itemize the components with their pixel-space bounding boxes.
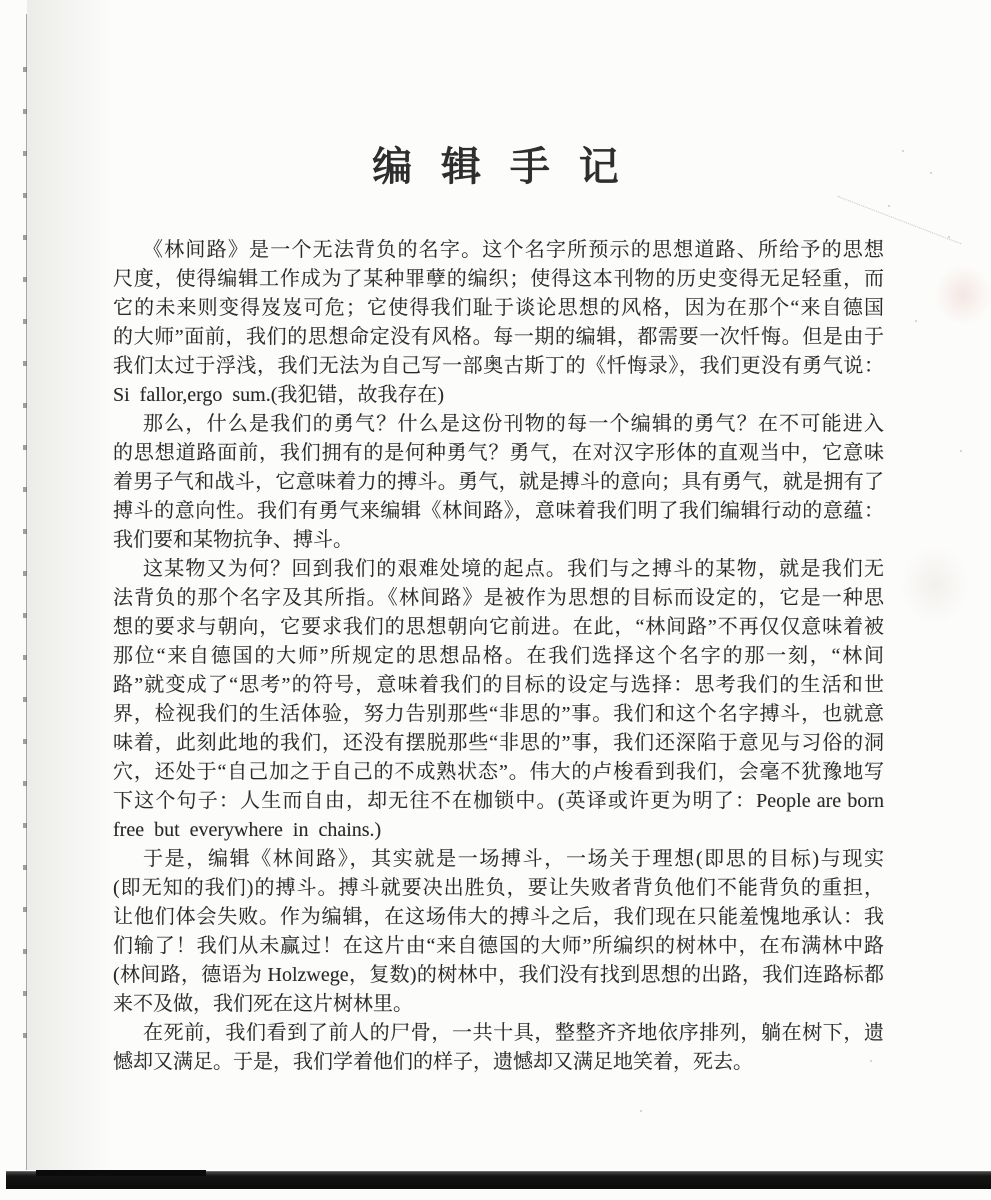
scan-speckle [888, 205, 890, 207]
text-line: 搏斗的意向性。我们有勇气来编辑《林间路》，意味着我们明了我们编辑行动的意蕴： [113, 500, 884, 522]
text-line: 在死前，我们看到了前人的尸骨，一共十具，整整齐齐地依序排列，躺在树下，遗 [143, 1022, 884, 1044]
scan-speckle [870, 1060, 872, 1062]
text-line: 那位“来自德国的大师”所规定的思想品格。在我们选择这个名字的那一刻，“林间 [113, 645, 884, 667]
text-line: Si fallor,ergo sum.(我犯错，故我存在) [113, 384, 445, 406]
text-line: 来不及做，我们死在这片树林里。 [113, 993, 413, 1015]
text-line: 界，检视我们的生活体验，努力告别那些“非思的”事。我们和这个名字搏斗，也就意 [113, 703, 884, 725]
scan-black-bar [6, 1171, 991, 1189]
text-line: 着男子气和战斗，它意味着力的搏斗。勇气，就是搏斗的意向；具有勇气，就是拥有了 [113, 471, 884, 493]
scan-speckle [948, 236, 950, 238]
scan-speckle [915, 320, 917, 322]
paragraph [113, 845, 884, 1019]
paragraph [113, 555, 884, 845]
text-line: 路”就变成了“思考”的符号，意味着我们的目标的设定与选择：思考我们的生活和世 [113, 674, 884, 696]
scan-speckle [640, 1110, 642, 1112]
scan-smudge-mark [935, 265, 991, 325]
paragraph [113, 1019, 884, 1077]
text-line: 那么，什么是我们的勇气？什么是这份刊物的每一个编辑的勇气？在不可能进入 [143, 413, 884, 435]
scan-speckle [902, 150, 904, 152]
scan-smudge-mark [900, 545, 970, 625]
scan-speckle [930, 172, 932, 174]
text-line: free but everywhere in chains.) [113, 819, 382, 841]
text-line: 法背负的那个名字及其所指。《林间路》是被作为思想的目标而设定的，它是一种思 [113, 587, 884, 609]
scan-black-bar-blob [36, 1170, 206, 1176]
text-line: 想的要求与朝向，它要求我们的思想朝向它前进。在此，“林间路”不再仅仅意味着被 [113, 616, 884, 638]
text-line: 它的未来则变得岌岌可危；它使得我们耻于谈论思想的风格，因为在那个“来自德国 [113, 297, 884, 319]
text-line: 的思想道路面前，我们拥有的是何种勇气？勇气，在对汉字形体的直观当中，它意味 [113, 442, 884, 464]
text-line: 味着，此刻此地的我们，还没有摆脱那些“非思的”事，我们还深陷于意见与习俗的洞 [113, 732, 884, 754]
text-line: (即无知的我们)的搏斗。搏斗就要决出胜负，要让失败者背负他们不能背负的重担， [113, 877, 884, 899]
paragraph [113, 410, 884, 555]
text-line: 我们要和某物抗争、搏斗。 [113, 529, 353, 551]
text-line: 《林间路》是一个无法背负的名字。这个名字所预示的思想道路、所给予的思想 [143, 239, 884, 261]
text-line: 尺度，使得编辑工作成为了某种罪孽的编织；使得这本刊物的历史变得无足轻重，而 [113, 268, 884, 290]
text-line: 下这个句子：人生而自由，却无往不在枷锁中。(英译或许更为明了：People are born [113, 790, 884, 812]
text-line: 让他们体会失败。作为编辑，在这场伟大的搏斗之后，我们现在只能羞愧地承认：我 [113, 906, 884, 928]
text-line: 憾却又满足。于是，我们学着他们的样子，遗憾却又满足地笑着，死去。 [113, 1051, 753, 1073]
body-text [113, 236, 884, 1077]
text-line: 我们太过于浮浅，我们无法为自己写一部奥古斯丁的《忏悔录》，我们更没有勇气说： [113, 355, 884, 377]
text-line: 的大师”面前，我们的思想命定没有风格。每一期的编辑，都需要一次忏悔。但是由于 [113, 326, 884, 348]
text-line: 于是，编辑《林间路》，其实就是一场搏斗，一场关于理想(即思的目标)与现实 [143, 848, 884, 870]
scan-speckle [960, 450, 962, 452]
text-line: (林间路，德语为 Holzwege，复数)的树林中，我们没有找到思想的出路，我们连路标都 [113, 964, 884, 986]
paragraph [113, 236, 884, 410]
text-line: 们输了！我们从未赢过！在这片由“来自德国的大师”所编织的树林中，在布满林中路 [113, 935, 884, 957]
page-title: 编辑手记 [372, 145, 648, 189]
text-line: 穴，还处于“自己加之于自己的不成熟状态”。伟大的卢梭看到我们，会毫不犹豫地写 [113, 761, 884, 783]
text-line: 这某物又为何？回到我们的艰难处境的起点。我们与之搏斗的某物，就是我们无 [143, 558, 884, 580]
